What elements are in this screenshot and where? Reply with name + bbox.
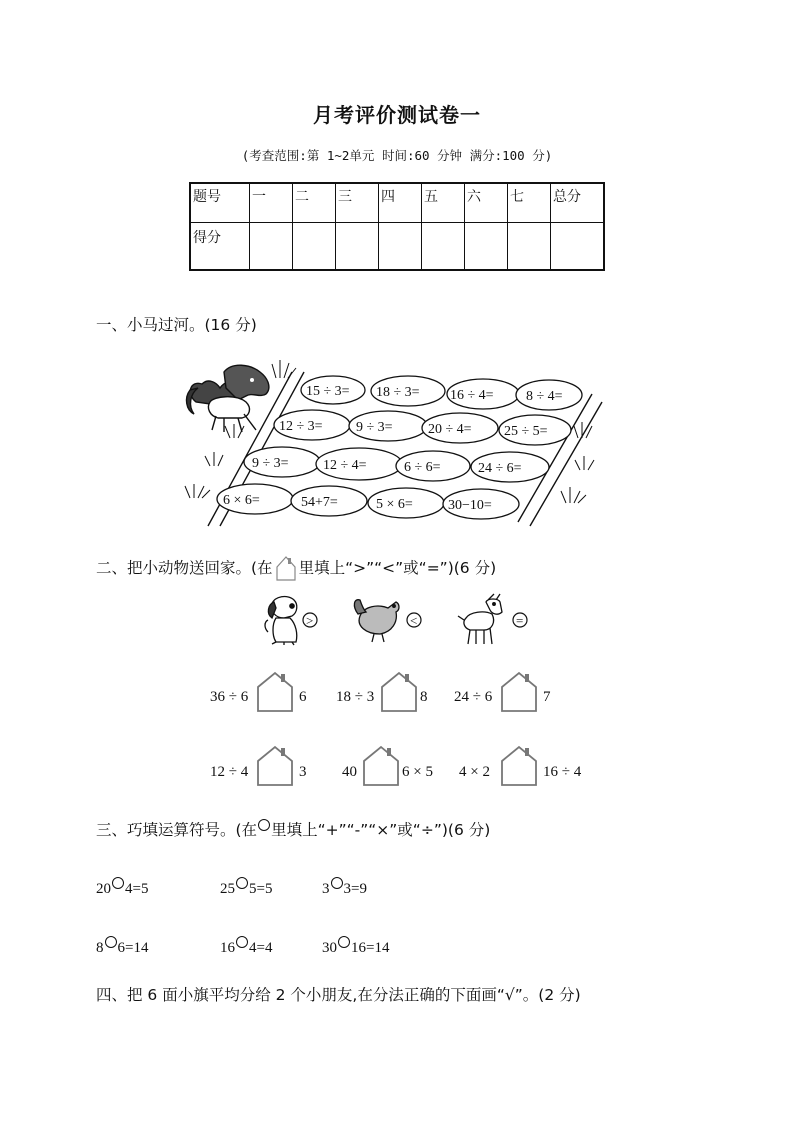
compare-right: 6 [299, 689, 307, 705]
dog-icon [265, 597, 297, 645]
house-answer-box[interactable] [499, 671, 539, 713]
section1-heading: 一、小马过河。(16 分) [96, 316, 257, 334]
operator-right-value: 5=5 [249, 881, 273, 897]
compare-right: 8 [420, 689, 428, 705]
score-header-cell: 二 [293, 183, 336, 223]
section4-heading: 四、把 6 面小旗平均分给 2 个小朋友,在分法正确的下面画“√”。(2 分) [96, 986, 581, 1004]
compare-left: 12 ÷ 4 [210, 764, 249, 780]
score-header-cell: 五 [422, 183, 465, 223]
operator-right-value: 6=14 [117, 940, 149, 956]
score-header-cell: 七 [508, 183, 551, 223]
stone-equation: 24 ÷ 6= [478, 461, 522, 476]
score-row-label: 得分 [190, 223, 250, 271]
operator-right-value: 3=9 [343, 881, 367, 897]
score-input-cell[interactable] [379, 223, 422, 271]
section2-heading [96, 555, 496, 581]
stone-equation: 9 ÷ 3= [356, 420, 393, 435]
horse-icon [187, 365, 269, 432]
house-answer-box[interactable] [255, 745, 295, 787]
operator-left-value: 30 [322, 940, 337, 956]
operator-blank-circle[interactable] [236, 877, 248, 889]
animals-row [262, 592, 542, 648]
page-subtitle: (考查范围:第 1~2单元 时间:60 分钟 满分:100 分) [241, 148, 553, 163]
operator-left-value: 20 [96, 881, 111, 897]
operator-left-value: 25 [220, 881, 235, 897]
operator-item [322, 936, 389, 957]
operator-right-value: 16=14 [351, 940, 390, 956]
stone-equation: 6 ÷ 6= [404, 460, 441, 475]
score-header-cell: 六 [465, 183, 508, 223]
score-input-cell[interactable] [465, 223, 508, 271]
symbol-text: = [516, 613, 524, 628]
score-input-cell[interactable] [293, 223, 336, 271]
stone-equation: 5 × 6= [376, 497, 413, 512]
operator-left-value: 3 [322, 881, 330, 897]
compare-right: 16 ÷ 4 [543, 764, 582, 780]
section3-heading [96, 818, 490, 840]
section2-heading-part-a: 二、把小动物送回家。(在 [96, 559, 273, 577]
compare-left: 4 × 2 [459, 764, 490, 780]
operator-left-value: 8 [96, 940, 104, 956]
house-answer-box[interactable] [499, 745, 539, 787]
symbol-text: < [410, 613, 418, 628]
river-crossing-illustration [180, 358, 610, 528]
operator-item [96, 877, 148, 898]
operator-item [96, 936, 148, 957]
operator-blank-circle[interactable] [331, 877, 343, 889]
score-input-cell[interactable] [508, 223, 551, 271]
stone-equation: 54+7= [301, 495, 338, 510]
compare-right: 3 [299, 764, 307, 780]
score-header-cell: 三 [336, 183, 379, 223]
operator-right-value: 4=5 [125, 881, 149, 897]
stone-equation: 18 ÷ 3= [376, 385, 420, 400]
compare-right: 6 × 5 [402, 764, 433, 780]
operator-blank-circle[interactable] [105, 936, 117, 948]
house-icon [275, 555, 297, 581]
operator-item [220, 936, 272, 957]
score-input-cell[interactable] [551, 223, 605, 271]
operator-blank-circle[interactable] [338, 936, 350, 948]
page-title: 月考评价测试卷一 [313, 103, 481, 127]
stone-equation: 15 ÷ 3= [306, 384, 350, 399]
house-answer-box[interactable] [379, 671, 419, 713]
score-header-cell: 题号 [190, 183, 250, 223]
operator-item [220, 877, 272, 898]
section3-heading-part-b: 里填上“+”“-”“×”或“÷”)(6 分) [271, 821, 491, 839]
operator-right-value: 4=4 [249, 940, 273, 956]
score-input-cell[interactable] [422, 223, 465, 271]
score-input-cell[interactable] [250, 223, 293, 271]
stone-equation: 20 ÷ 4= [428, 422, 472, 437]
compare-left: 40 [342, 764, 357, 780]
score-header-cell: 一 [250, 183, 293, 223]
house-answer-box[interactable] [255, 671, 295, 713]
compare-right: 7 [543, 689, 551, 705]
score-header-cell: 四 [379, 183, 422, 223]
compare-left: 18 ÷ 3 [336, 689, 375, 705]
score-input-cell[interactable] [336, 223, 379, 271]
stone-equation: 6 × 6= [223, 493, 260, 508]
stone-equation: 30−10= [448, 498, 492, 513]
score-table [189, 182, 605, 271]
circle-icon [258, 819, 270, 831]
stone-equation: 12 ÷ 3= [279, 419, 323, 434]
operator-left-value: 16 [220, 940, 235, 956]
goat-icon [458, 594, 502, 644]
operator-blank-circle[interactable] [236, 936, 248, 948]
stone-equation: 25 ÷ 5= [504, 424, 548, 439]
stone-equation: 8 ÷ 4= [526, 389, 563, 404]
section3-heading-part-a: 三、巧填运算符号。(在 [96, 821, 258, 839]
operator-blank-circle[interactable] [112, 877, 124, 889]
stone-equation: 12 ÷ 4= [323, 458, 367, 473]
stone-equation: 9 ÷ 3= [252, 456, 289, 471]
compare-left: 36 ÷ 6 [210, 689, 249, 705]
score-header-cell: 总分 [551, 183, 605, 223]
stone-equation: 16 ÷ 4= [450, 388, 494, 403]
hen-icon [354, 600, 399, 642]
house-answer-box[interactable] [361, 745, 401, 787]
operator-item [322, 877, 367, 898]
section2-heading-part-b: 里填上“>”“<”或“=”)(6 分) [298, 559, 497, 577]
symbol-text: > [306, 613, 314, 628]
compare-left: 24 ÷ 6 [454, 689, 493, 705]
